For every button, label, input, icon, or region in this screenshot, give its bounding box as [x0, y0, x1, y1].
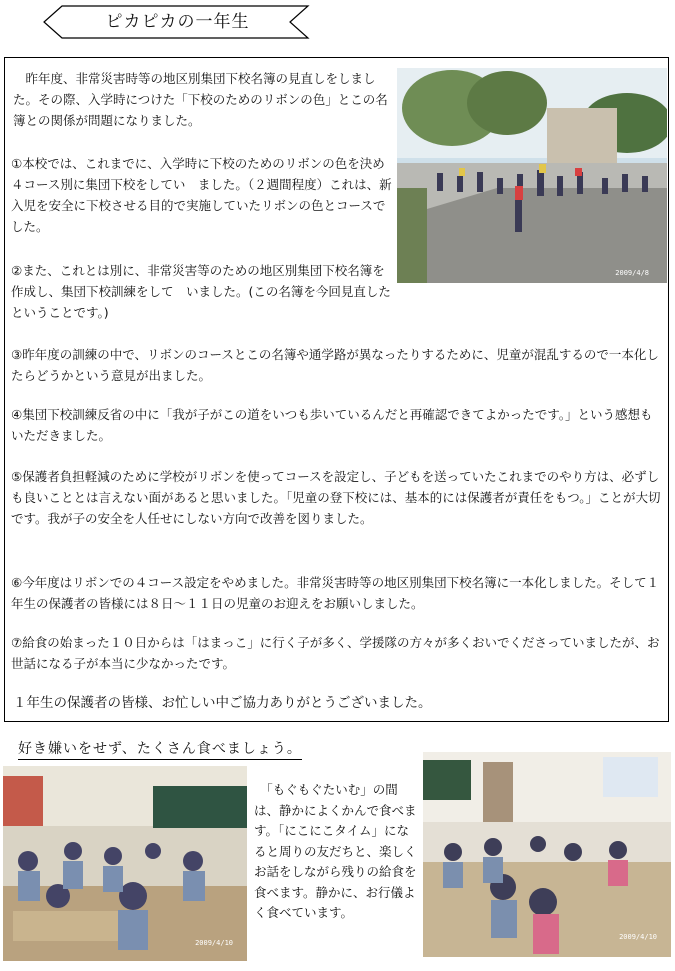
main-article-box — [4, 57, 669, 722]
lunch-classroom-photo-right — [423, 752, 671, 957]
page-title: ピカピカの一年生 — [105, 12, 250, 32]
photo-date-stamp: 2009/4/10 — [195, 939, 233, 947]
intro-paragraph: 昨年度、非常災害時等の地区別集団下校名簿の見直しをしました。その際、入学時につけた「下校のためのリボンの色」とこの名簿との関係が問題になりました。 — [13, 71, 388, 128]
item-7-paragraph: ⑦給食の始まった１０日からは「はまっこ」に行く子が多く、学援隊の方々が多くおいでくださっていましたが、お世話になる子が本当に少なかったです。 — [11, 635, 660, 671]
item-1-paragraph: ①本校では、これまでに、入学時に下校のためのリボンの色を決め４コース別に集団下校をしてい ました。（２週間程度）これは、新入児を安全に下校させる目的で実施していたリボンの色とコースでした。 — [11, 156, 392, 234]
item-5-paragraph: ⑤保護者負担軽減のために学校がリボンを使ってコースを設定し、子どもを送っていたこれまでのやり方は、必ずしも良いこととは言えない面があると思いました。「児童の登下校には、基本的には保護者が責任をもつ。」ことが大切です。我が子の安全を人任せにしない方向で改善を図りました。 — [11, 469, 661, 526]
photo-date-stamp: 2009/4/8 — [615, 269, 649, 277]
item-3-paragraph: ③昨年度の訓練の中で、リボンのコースとこの名簿や通学路が異なったりするために、児童が混乱するので一本化したらどうかという意見が出ました。 — [11, 347, 659, 383]
item-6-paragraph: ⑥今年度はリボンでの４コース設定をやめました。非常災害時等の地区別集団下校名簿に一本化しました。そして１年生の保護者の皆様には８日～１１日の児童のお迎えをお願いしました。 — [11, 575, 660, 611]
school-gate-photo — [397, 68, 667, 283]
item-2-paragraph: ②また、これとは別に、非常災害等のための地区別集団下校名簿を作成し、集団下校訓練をして いました。(この名簿を今回見直したということです。) — [11, 263, 391, 320]
lunch-heading: 好き嫌いをせず、たくさん食べましょう。 — [18, 738, 302, 760]
lunch-classroom-photo-left — [3, 766, 247, 961]
closing-thanks: １年生の保護者の皆様、お忙しい中ご協力ありがとうございました。 — [13, 695, 432, 711]
lunch-description: 「もぐもぐたいむ」の間は、静かによくかんで食べます。「にこにこタイム」になると周りの友だちと、楽しくお話をしながら残りの給食を食べます。静かに、お行儀よく食べています。 — [254, 782, 417, 920]
title-banner — [40, 4, 315, 40]
item-4-paragraph: ④集団下校訓練反省の中に「我が子がこの道をいつも歩いているんだと再確認できてよかったです。」という感想もいただきました。 — [11, 407, 653, 443]
photo-date-stamp: 2009/4/10 — [619, 933, 657, 941]
